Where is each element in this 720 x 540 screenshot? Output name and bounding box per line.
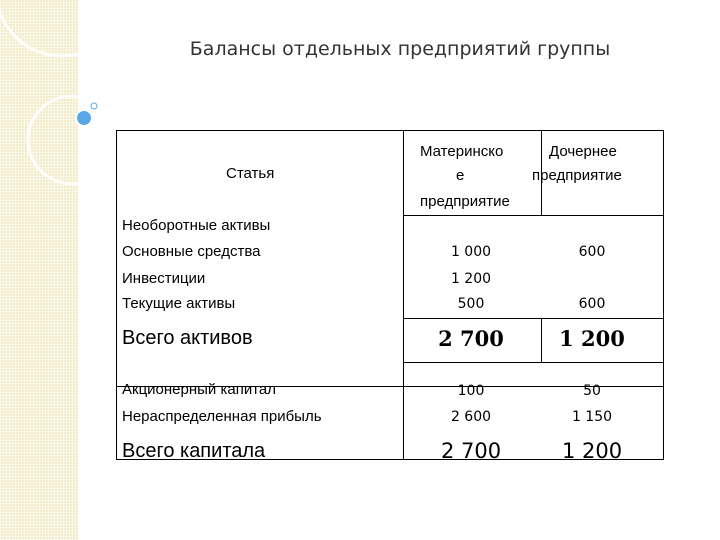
cell-parent-total-capital: 2 700 xyxy=(440,439,502,463)
table-rule xyxy=(403,362,664,363)
table-rule xyxy=(541,318,542,363)
row-label-noncurrent-assets: Необоротные активы xyxy=(122,217,271,234)
cell-parent-share-capital: 100 xyxy=(457,383,485,399)
header-item: Статья xyxy=(226,165,275,182)
row-label-fixed-assets: Основные средства xyxy=(122,243,261,260)
cell-subsidiary-total-capital: 1 200 xyxy=(561,439,623,463)
row-label-retained-earnings: Нераспределенная прибыль xyxy=(122,408,322,425)
table-rule xyxy=(403,318,664,319)
table-rule xyxy=(403,215,664,216)
header-parent-line3: предприятие xyxy=(420,193,510,210)
page-title: Балансы отдельных предприятий группы xyxy=(189,38,611,60)
decorative-circles-graphic xyxy=(0,0,130,220)
row-label-current-assets: Текущие активы xyxy=(122,295,236,312)
row-label-total-capital: Всего капитала xyxy=(122,440,266,462)
cell-parent-current-assets: 500 xyxy=(457,296,485,312)
cell-subsidiary-fixed-assets: 600 xyxy=(578,244,606,260)
table-rule xyxy=(403,130,404,460)
cell-subsidiary-retained-earnings: 1 150 xyxy=(571,409,613,425)
header-subsidiary-line1: Дочернее xyxy=(549,143,617,160)
row-label-total-assets: Всего активов xyxy=(122,327,253,349)
cell-parent-retained-earnings: 2 600 xyxy=(450,409,492,425)
cell-subsidiary-share-capital: 50 xyxy=(583,383,601,399)
header-parent-line1: Материнско xyxy=(420,143,504,160)
row-label-share-capital: Акционерный капитал xyxy=(122,381,276,398)
cell-parent-total-assets: 2 700 xyxy=(438,326,504,351)
cell-parent-fixed-assets: 1 000 xyxy=(450,244,492,260)
cell-subsidiary-current-assets: 600 xyxy=(578,296,606,312)
cell-parent-investments: 1 200 xyxy=(450,271,492,287)
cell-subsidiary-total-assets: 1 200 xyxy=(559,326,625,351)
row-label-investments: Инвестиции xyxy=(122,270,206,287)
header-parent-line2: е xyxy=(456,167,465,184)
header-subsidiary-line2: предприятие xyxy=(532,167,622,184)
